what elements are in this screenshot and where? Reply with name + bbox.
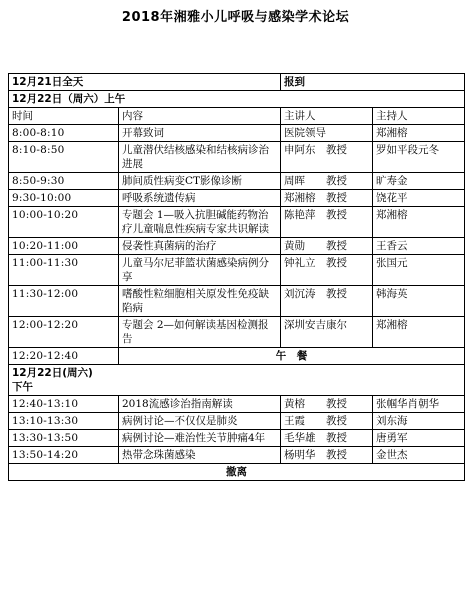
day1-label: 12月21日全天 <box>9 74 281 91</box>
speaker-cell: 陈艳萍 教授 <box>281 207 373 238</box>
content-cell: 肺间质性病变CT影像诊断 <box>119 173 281 190</box>
speaker-cell: 王霞 教授 <box>281 413 373 430</box>
table-row <box>9 396 465 413</box>
host-cell: 旷寿金 <box>373 173 465 190</box>
day2-pm-label <box>9 365 465 396</box>
page-title: 2018年湘雅小儿呼吸与感染学术论坛 <box>121 10 350 25</box>
content-cell: 儿童马尔尼菲篮状菌感染病例分享 <box>119 255 281 286</box>
column-header-row <box>9 108 465 125</box>
time-cell: 9:30-10:00 <box>9 190 119 207</box>
host-cell: 王香云 <box>373 238 465 255</box>
speaker-cell: 杨明华 教授 <box>281 447 373 464</box>
host-cell: 郑湘榕 <box>373 317 465 348</box>
host-cell: 金世杰 <box>373 447 465 464</box>
time-cell: 8:10-8:50 <box>9 142 119 173</box>
content-cell: 病例讨论—不仅仅是肺炎 <box>119 413 281 430</box>
day2-pm-label-line1: 12月22日(周六) <box>12 367 93 379</box>
lunch-time: 12:20-12:40 <box>9 348 119 365</box>
host-cell: 郑湘榕 <box>373 207 465 238</box>
content-cell: 2018流感诊治指南解读 <box>119 396 281 413</box>
day2-am-header-row <box>9 91 465 108</box>
table-row <box>9 125 465 142</box>
content-cell: 侵袭性真菌病的治疗 <box>119 238 281 255</box>
time-cell: 11:30-12:00 <box>9 286 119 317</box>
table-row <box>9 207 465 238</box>
time-cell: 12:40-13:10 <box>9 396 119 413</box>
table-row <box>9 413 465 430</box>
day1-event: 报到 <box>281 74 465 91</box>
content-cell: 呼吸系统遗传病 <box>119 190 281 207</box>
table-row <box>9 430 465 447</box>
host-cell: 张帼华肖朝华 <box>373 396 465 413</box>
time-cell: 10:00-10:20 <box>9 207 119 238</box>
time-cell: 10:20-11:00 <box>9 238 119 255</box>
day2-am-label: 12月22日（周六）上午 <box>9 91 465 108</box>
time-cell: 8:00-8:10 <box>9 125 119 142</box>
time-cell: 11:00-11:30 <box>9 255 119 286</box>
speaker-cell: 黄榕 教授 <box>281 396 373 413</box>
content-cell: 儿童潜伏结核感染和结核病诊治进展 <box>119 142 281 173</box>
host-cell: 张国元 <box>373 255 465 286</box>
day2-pm-header-row <box>9 365 465 396</box>
table-row <box>9 173 465 190</box>
speaker-cell: 周晖 教授 <box>281 173 373 190</box>
lunch-label: 午 餐 <box>119 348 465 365</box>
col-time: 时间 <box>9 108 119 125</box>
speaker-cell: 医院领导 <box>281 125 373 142</box>
time-cell: 13:30-13:50 <box>9 430 119 447</box>
time-cell: 8:50-9:30 <box>9 173 119 190</box>
table-row <box>9 286 465 317</box>
time-cell: 13:10-13:30 <box>9 413 119 430</box>
speaker-cell: 黄勋 教授 <box>281 238 373 255</box>
content-cell: 专题会 1—吸入抗胆碱能药物治疗儿童喘息性疾病专家共识解读 <box>119 207 281 238</box>
host-cell: 罗如平段元冬 <box>373 142 465 173</box>
speaker-cell: 深圳安吉康尔 <box>281 317 373 348</box>
host-cell: 刘东海 <box>373 413 465 430</box>
closing-row <box>9 464 465 481</box>
day1-row <box>9 74 465 91</box>
host-cell: 韩海英 <box>373 286 465 317</box>
content-cell: 开幕致词 <box>119 125 281 142</box>
lunch-row <box>9 348 465 365</box>
speaker-cell: 钟礼立 教授 <box>281 255 373 286</box>
col-speaker: 主讲人 <box>281 108 373 125</box>
speaker-cell: 毛华雄 教授 <box>281 430 373 447</box>
table-row <box>9 255 465 286</box>
host-cell: 郑湘榕 <box>373 125 465 142</box>
host-cell: 唐勇军 <box>373 430 465 447</box>
speaker-cell: 刘沉涛 教授 <box>281 286 373 317</box>
content-cell: 专题会 2—如何解读基因检测报告 <box>119 317 281 348</box>
content-cell: 嗜酸性粒细胞相关原发性免疫缺陷病 <box>119 286 281 317</box>
col-host: 主持人 <box>373 108 465 125</box>
day2-pm-label-line2: 下午 <box>12 381 33 393</box>
table-row <box>9 142 465 173</box>
closing-label: 撤离 <box>9 464 465 481</box>
time-cell: 13:50-14:20 <box>9 447 119 464</box>
col-content: 内容 <box>119 108 281 125</box>
schedule-table <box>8 73 465 481</box>
time-cell: 12:00-12:20 <box>9 317 119 348</box>
host-cell: 饶花平 <box>373 190 465 207</box>
table-row <box>9 238 465 255</box>
table-row <box>9 317 465 348</box>
table-row <box>9 190 465 207</box>
speaker-cell: 郑湘榕 教授 <box>281 190 373 207</box>
table-row <box>9 447 465 464</box>
speaker-cell: 申阿东 教授 <box>281 142 373 173</box>
content-cell: 热带念珠菌感染 <box>119 447 281 464</box>
content-cell: 病例讨论—难治性关节肿痛4年 <box>119 430 281 447</box>
